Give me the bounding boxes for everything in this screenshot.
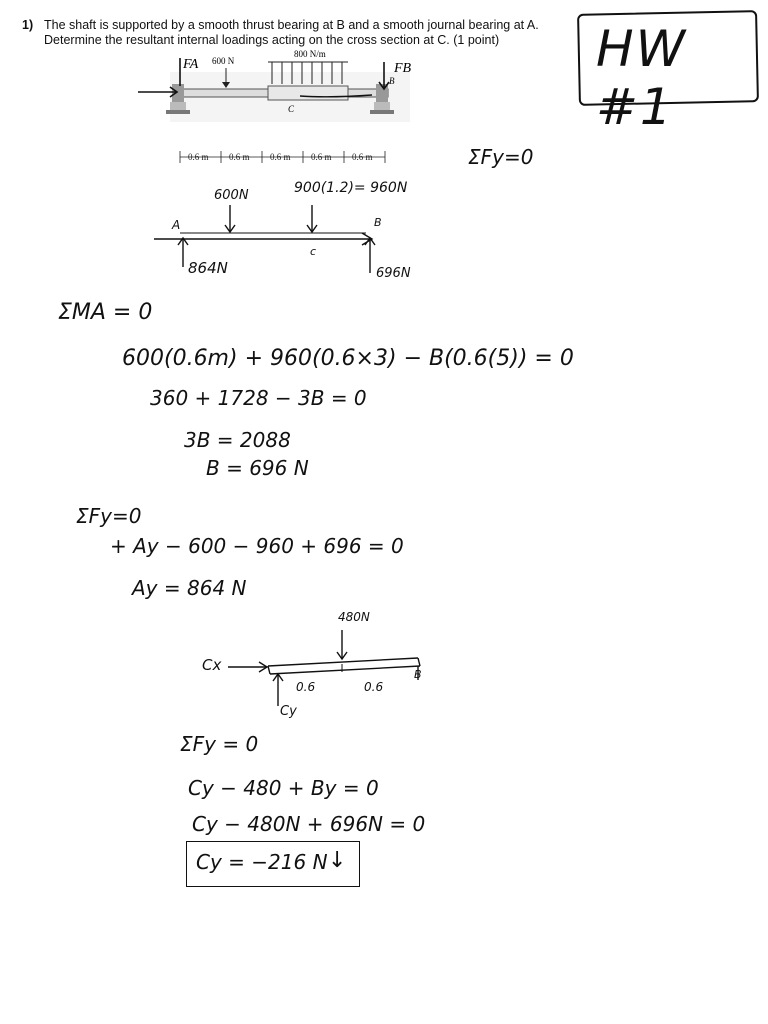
fbd2-label-B: B [414,668,422,681]
fbd2-dim-2: 0.6 [364,680,384,694]
fbd2-cy: Cy [280,704,297,719]
section-eq-1: Cy − 480 + By = 0 [188,776,379,800]
answer-down-arrow: ↓ [328,848,347,873]
dim-3: 0.6 m [270,152,291,162]
figure-load-600: 600 N [212,56,235,66]
fbd1-label-A: A [172,218,181,232]
dim-5: 0.6 m [352,152,373,162]
problem-line-1: The shaft is supported by a smooth thrust bearing at B and a smooth journal bearing at A. [44,18,539,32]
forcey-eq-2: Ay = 864 N [132,576,247,600]
side-equation: ΣFy=0 [468,145,534,169]
moment-eq-3: 3B = 2088 [184,428,291,452]
hw-label: HW #1 [596,20,688,136]
dim-2: 0.6 m [229,152,250,162]
fbd1-reaction-A: 864N [188,259,228,277]
section-eq-2: Cy − 480N + 696N = 0 [192,812,426,836]
section-title: ΣFy = 0 [180,732,259,756]
problem-line-2: Determine the resultant internal loadings acting on the cross section at C. (1 point) [44,33,500,47]
moment-eq-1: 600(0.6m) + 960(0.6×3) − B(0.6(5)) = 0 [122,346,574,371]
figure-FA: FA [183,57,199,72]
figure-label-B: B [389,76,395,86]
section-answer: Cy = −216 N [196,850,328,874]
dim-1: 0.6 m [188,152,209,162]
fbd2-load: 480N [338,610,370,624]
fbd1-label-B: B [374,216,382,229]
fbd1-load-600: 600N [214,188,249,203]
figure-FB: FB [394,61,412,76]
shaft-figure [0,0,768,180]
moment-eq-2: 360 + 1728 − 3B = 0 [150,386,367,410]
fbd1-reaction-B: 696N [376,266,411,281]
fbd-2 [0,600,768,730]
figure-label-C: C [288,104,295,114]
moment-eq-4: B = 696 N [206,456,309,480]
fbd2-dim-1: 0.6 [296,680,316,694]
shaft-sleeve [268,86,348,100]
fbd2-cx: Cx [202,656,222,674]
fbd1-load-960: 900(1.2)= 960N [294,180,408,196]
dim-4: 0.6 m [311,152,332,162]
fbd1-label-C: c [310,245,317,258]
moment-title: ΣMA = 0 [58,300,153,325]
forcey-eq-1: + Ay − 600 − 960 + 696 = 0 [110,534,404,558]
figure-load-800: 800 N/m [294,49,326,59]
problem-number: 1) [22,18,34,32]
forcey-title: ΣFy=0 [76,504,142,528]
